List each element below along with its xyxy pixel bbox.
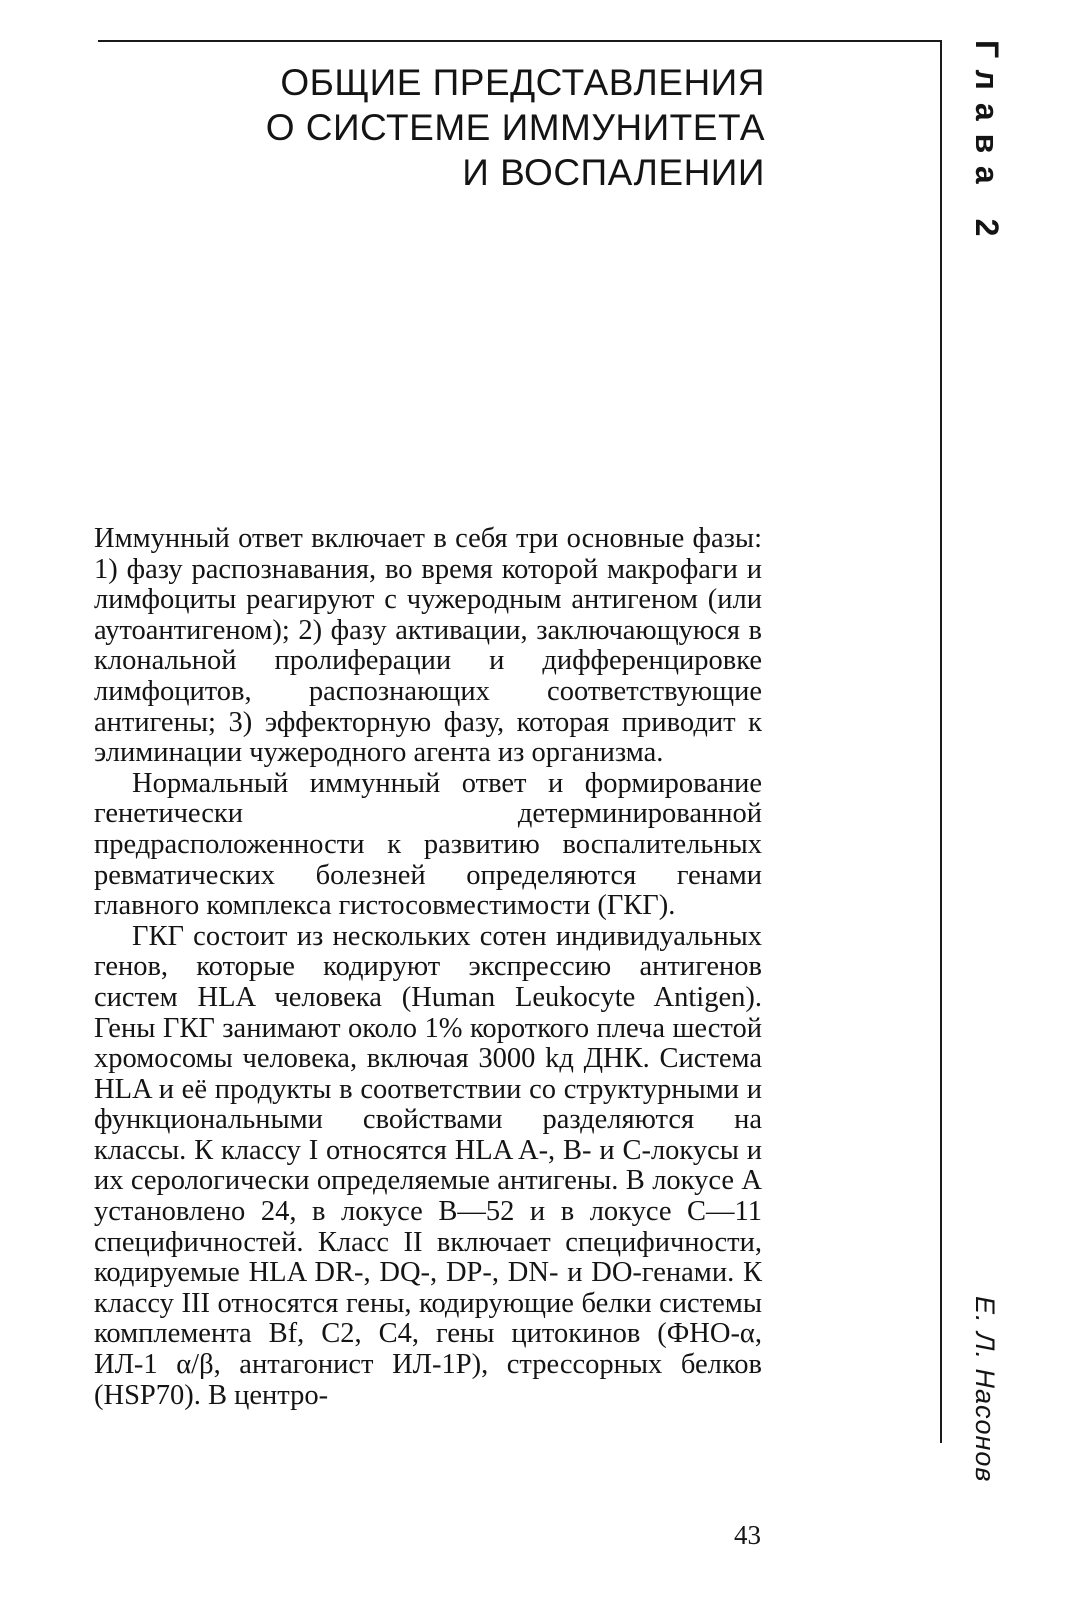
paragraph: ГКГ состоит из нескольких сотен индивидуальных генов, которые кодируют экспрессию антигенов систем HLA человека (Human Leukocyte Antigen). Гены ГКГ занимают около 1% короткого плеча шестой хромосомы человека, включая 3000 kд ДНК. Система HLA и её продукты в соответствии со структурными и функциональными свойствами разделяются на классы. К классу I относятся HLA A-, B- и С-локусы и их серологически определяемые антигены. В локусе А установлено 24, в локусе В—52 и в локусе С—11 специфичностей. Класс II включает специфичности, кодируемые HLA DR-, DQ-, DP-, DN- и DO-генами. К классу III относятся гены, кодирующие белки системы комплемента Bf, C2, C4, гены цитокинов (ФНО-α, ИЛ-1 α/β, антагонист ИЛ-1Р), стрессорных белков (HSP70). В центро- [94, 920, 762, 1411]
paragraph: Нормальный иммунный ответ и формирование генетически детерминированной предрасположенности к развитию воспалительных ревматических болезней определяются генами главного комплекса гистосовместимости (ГКГ). [94, 767, 762, 922]
paragraph: Иммунный ответ включает в себя три основные фазы: 1) фазу распознавания, во время которой макрофаги и лимфоциты реагируют с чужеродным антигеном (или аутоантигеном); 2) фазу активации, заключающуюся в клональной пролиферации и дифференцировке лимфоцитов, распознающих соответствующие антигены; 3) эффекторную фазу, которая приводит к элиминации чужеродного агента из организма. [94, 523, 762, 769]
chapter-title-line: И ВОСПАЛЕНИИ [462, 152, 765, 193]
top-rule [98, 40, 940, 42]
author-label: Е. Л. Насонов [970, 1296, 1000, 1483]
chapter-title-line: О СИСТЕМЕ ИММУНИТЕТА [265, 107, 765, 148]
page-number: 43 [734, 1520, 761, 1550]
chapter-label: Глава 2 [969, 40, 1005, 250]
side-rule [940, 40, 942, 1443]
chapter-title-line: ОБЩИЕ ПРЕДСТАВЛЕНИЯ [280, 62, 765, 103]
chapter-title [145, 60, 765, 195]
body-text [94, 524, 762, 1411]
